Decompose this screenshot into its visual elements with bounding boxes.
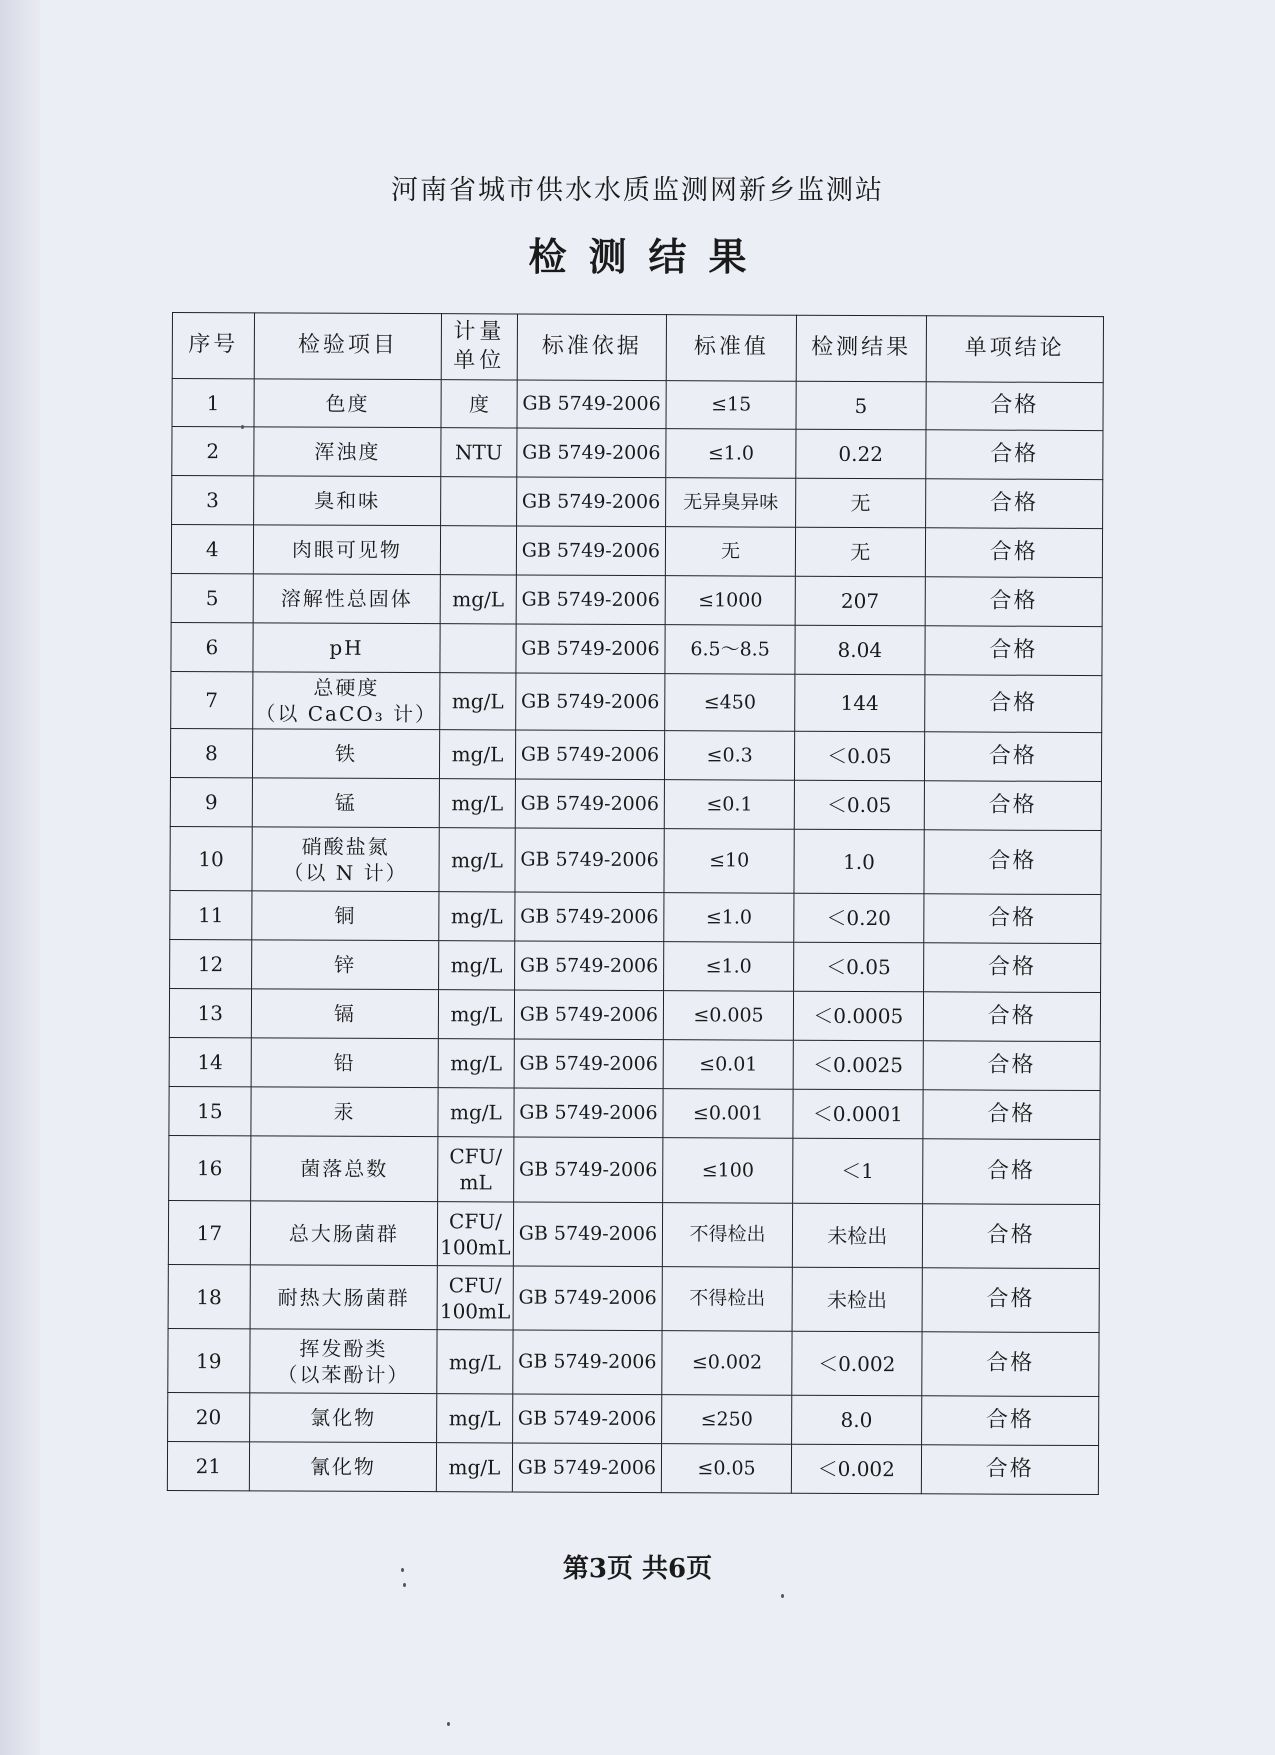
item-name: 耐热大肠菌群	[277, 1284, 410, 1310]
scan-speck	[447, 1722, 450, 1726]
cell-basis: GB 5749-2006	[515, 828, 665, 893]
item-name: 浑浊度	[314, 439, 381, 464]
item-name: 氯化物	[310, 1405, 377, 1430]
cell-unit: mg/L	[439, 990, 515, 1039]
cell-standard: ≤250	[662, 1395, 792, 1445]
cell-item	[251, 989, 439, 1039]
cell-item	[253, 476, 441, 526]
cell-no: 10	[170, 826, 252, 890]
cell-basis: GB 5749-2006	[515, 673, 665, 731]
cell-unit	[438, 1137, 514, 1202]
item-name: pH	[329, 635, 364, 660]
table-row	[171, 525, 1102, 578]
cell-unit	[437, 1266, 513, 1330]
cell-no: 4	[171, 525, 253, 574]
cell-standard: ≤1.0	[664, 942, 794, 992]
cell-basis: GB 5749-2006	[512, 1443, 662, 1493]
unit-part: CFU/	[449, 1144, 503, 1169]
column-header-unit: 计量单位	[441, 314, 517, 380]
item-name: 铜	[334, 903, 357, 928]
table-row	[168, 1328, 1099, 1396]
cell-no: 21	[167, 1441, 249, 1490]
table-row	[169, 1135, 1100, 1204]
column-header-standard: 标准值	[666, 315, 796, 382]
cell-standard: ≤0.3	[665, 731, 795, 781]
table-row	[172, 476, 1103, 529]
scan-speck	[781, 1594, 784, 1598]
cell-item	[251, 1087, 439, 1137]
cell-unit: 度	[441, 380, 517, 428]
cell-basis: GB 5749-2006	[516, 477, 666, 527]
cell-conclusion: 合格	[922, 1268, 1100, 1333]
cell-result: 1.0	[794, 829, 924, 894]
table-row	[168, 1392, 1099, 1445]
cell-item	[254, 379, 442, 428]
cell-unit: mg/L	[440, 575, 516, 624]
cell-no: 13	[169, 988, 251, 1037]
table-row	[171, 622, 1102, 675]
item-name: 总大肠菌群	[288, 1221, 400, 1246]
column-header-no: 序号	[172, 313, 254, 379]
cell-basis: GB 5749-2006	[514, 941, 664, 991]
cell-no: 7	[171, 671, 253, 728]
cell-standard: 6.5～8.5	[665, 625, 795, 675]
cell-conclusion: 合格	[922, 1139, 1100, 1205]
item-name: 铁	[335, 741, 358, 766]
cell-no: 3	[172, 476, 254, 525]
cell-result: 未检出	[792, 1267, 922, 1332]
cell-conclusion: 合格	[923, 992, 1101, 1042]
column-header-basis: 标准依据	[517, 314, 667, 381]
cell-result: ＜0.05	[793, 942, 923, 992]
cell-item	[249, 1393, 437, 1443]
unit-part: mL	[459, 1170, 492, 1195]
cell-basis: GB 5749-2006	[516, 428, 666, 478]
cell-standard: 不得检出	[662, 1267, 792, 1332]
scan-speck	[403, 1583, 406, 1587]
cell-unit: mg/L	[437, 1394, 513, 1443]
cell-standard: ≤1000	[665, 576, 795, 626]
scan-speck	[241, 425, 244, 429]
cell-conclusion: 合格	[921, 1332, 1099, 1397]
cell-no: 15	[169, 1086, 251, 1135]
cell-no: 5	[171, 573, 253, 622]
table-row	[170, 826, 1101, 894]
cell-result: ＜0.002	[791, 1444, 921, 1494]
cell-basis: GB 5749-2006	[513, 1266, 663, 1331]
cell-no: 18	[168, 1264, 250, 1328]
cell-no: 8	[170, 728, 252, 777]
stamp-edge-mark	[1239, 790, 1275, 970]
item-name: 硝酸盐氮	[301, 834, 390, 859]
cell-result: 144	[795, 674, 925, 732]
cell-conclusion: 合格	[924, 675, 1102, 733]
item-name: 氰化物	[309, 1454, 376, 1479]
cell-standard: ≤450	[665, 674, 795, 732]
cell-result: 无	[795, 527, 925, 577]
cell-basis: GB 5749-2006	[514, 1039, 664, 1089]
cell-no: 17	[168, 1200, 250, 1264]
table-row	[170, 939, 1101, 992]
cell-standard: ≤100	[663, 1138, 793, 1204]
cell-standard: ≤0.001	[663, 1089, 793, 1139]
table-row	[172, 427, 1103, 480]
cell-no: 2	[172, 427, 254, 476]
table-row	[167, 1441, 1098, 1494]
cell-basis: GB 5749-2006	[515, 779, 665, 829]
column-header-result: 检测结果	[796, 315, 926, 382]
cell-unit: NTU	[441, 428, 517, 477]
cell-standard: ≤10	[664, 829, 794, 894]
cell-conclusion: 合格	[925, 528, 1103, 578]
table-row	[172, 379, 1103, 431]
cell-unit	[440, 624, 516, 673]
cell-result: 8.0	[792, 1395, 922, 1445]
cell-unit	[438, 1202, 514, 1266]
cell-result: 8.04	[795, 625, 925, 675]
item-note: （以 N 计）	[283, 859, 408, 885]
cell-item	[250, 1136, 438, 1202]
cell-standard: ≤0.002	[662, 1331, 792, 1396]
cell-standard: ≤0.01	[663, 1040, 793, 1090]
cell-result: 5	[796, 381, 926, 430]
unit-part: 100mL	[440, 1234, 511, 1259]
cell-basis: GB 5749-2006	[513, 1202, 663, 1267]
cell-basis: GB 5749-2006	[512, 1330, 662, 1395]
item-note: （以苯酚计）	[277, 1361, 410, 1387]
cell-result: ＜0.20	[794, 893, 924, 943]
table-row	[168, 1264, 1099, 1332]
scan-speck	[401, 1568, 404, 1572]
cell-no: 19	[168, 1328, 250, 1392]
cell-standard: 无	[666, 527, 796, 577]
item-name: 锰	[334, 790, 357, 815]
cell-item	[249, 1442, 437, 1492]
results-table-body	[167, 379, 1103, 1495]
cell-item	[252, 729, 440, 779]
cell-conclusion: 合格	[923, 894, 1101, 944]
cell-unit: mg/L	[438, 1039, 514, 1088]
cell-conclusion: 合格	[923, 1041, 1101, 1091]
item-name: 菌落总数	[300, 1156, 389, 1181]
cell-unit: mg/L	[439, 779, 515, 828]
table-row	[171, 671, 1102, 732]
table-row	[169, 1086, 1100, 1139]
cell-no: 9	[170, 777, 252, 826]
cell-result: ＜0.0005	[793, 991, 923, 1041]
cell-standard: ≤1.0	[666, 429, 796, 479]
cell-item	[251, 1038, 439, 1088]
cell-conclusion: 合格	[926, 382, 1104, 431]
column-header-conclusion: 单项结论	[926, 316, 1104, 383]
cell-standard: ≤1.0	[664, 893, 794, 943]
cell-item	[250, 1265, 438, 1330]
cell-unit: mg/L	[440, 730, 516, 779]
cell-conclusion: 合格	[925, 577, 1103, 627]
cell-item	[252, 891, 440, 941]
cell-result: ＜0.05	[794, 780, 924, 830]
cell-no: 11	[170, 890, 252, 939]
cell-basis: GB 5749-2006	[514, 892, 664, 942]
cell-basis: GB 5749-2006	[513, 1137, 663, 1203]
cell-no: 6	[171, 622, 253, 671]
table-row	[168, 1200, 1099, 1268]
cell-unit: mg/L	[439, 941, 515, 990]
cell-unit: mg/L	[437, 1443, 513, 1492]
cell-item	[253, 525, 441, 575]
cell-conclusion: 合格	[924, 781, 1102, 831]
cell-conclusion: 合格	[923, 943, 1101, 993]
cell-result: 0.22	[796, 429, 926, 479]
cell-conclusion: 合格	[923, 1090, 1101, 1140]
cell-basis: GB 5749-2006	[516, 575, 666, 625]
cell-result: ＜0.05	[794, 731, 924, 781]
page-indicator: 第3页 共6页	[562, 1554, 713, 1584]
cell-result: ＜0.0001	[793, 1089, 923, 1139]
table-header-row	[172, 313, 1103, 383]
cell-item	[252, 672, 440, 730]
cell-standard: ≤0.005	[664, 991, 794, 1041]
cell-unit: mg/L	[440, 673, 516, 730]
unit-part: 100mL	[439, 1298, 511, 1323]
table-row	[170, 728, 1101, 781]
cell-standard: 不得检出	[663, 1203, 793, 1268]
cell-standard: 无异臭异味	[666, 478, 796, 528]
item-name: 溶解性总固体	[280, 586, 413, 612]
cell-basis: GB 5749-2006	[512, 1394, 662, 1444]
cell-standard: ≤15	[666, 381, 796, 430]
cell-item	[252, 778, 440, 828]
cell-basis: GB 5749-2006	[514, 1088, 664, 1138]
unit-part: CFU/	[449, 1208, 502, 1233]
cell-conclusion: 合格	[922, 1204, 1100, 1269]
table-row	[171, 573, 1102, 626]
item-name: 总硬度	[313, 675, 380, 700]
cell-item	[253, 574, 441, 624]
cell-unit	[441, 477, 517, 526]
cell-conclusion: 合格	[925, 430, 1103, 480]
cell-standard: ≤0.1	[664, 780, 794, 830]
cell-no: 12	[170, 939, 252, 988]
cell-result: ＜1	[793, 1138, 923, 1204]
cell-conclusion: 合格	[925, 626, 1103, 676]
cell-no: 20	[168, 1392, 250, 1441]
table-row	[170, 890, 1101, 943]
cell-unit: mg/L	[438, 1088, 514, 1137]
cell-item	[250, 1201, 438, 1266]
cell-basis: GB 5749-2006	[516, 624, 666, 674]
item-name: 肉眼可见物	[291, 537, 403, 563]
table-row	[170, 777, 1101, 830]
cell-conclusion: 合格	[925, 479, 1103, 529]
cell-conclusion: 合格	[924, 732, 1102, 782]
item-name: 锌	[334, 952, 357, 977]
cell-item	[254, 427, 442, 477]
organization-heading: 河南省城市供水水质监测网新乡监测站	[391, 175, 884, 206]
cell-standard: ≤0.05	[662, 1444, 792, 1494]
item-name: 铅	[333, 1050, 356, 1075]
cell-result: 未检出	[792, 1203, 922, 1268]
table-row	[169, 1037, 1100, 1090]
item-name: 臭和味	[314, 488, 381, 513]
results-table	[167, 312, 1104, 1495]
column-header-item: 检验项目	[254, 313, 442, 380]
item-name: 挥发酚类	[299, 1336, 388, 1361]
cell-result: 无	[796, 478, 926, 528]
cell-item	[250, 1329, 438, 1394]
item-name: 色度	[325, 391, 370, 416]
cell-result: 207	[795, 576, 925, 626]
unit-part: CFU/	[448, 1272, 502, 1297]
table-row	[169, 988, 1100, 1041]
cell-basis: GB 5749-2006	[515, 730, 665, 780]
item-note: （以 CaCO₃ 计）	[255, 701, 438, 727]
cell-result: ＜0.002	[792, 1331, 922, 1396]
cell-conclusion: 合格	[921, 1396, 1099, 1446]
cell-unit: mg/L	[439, 828, 515, 892]
cell-result: ＜0.0025	[793, 1040, 923, 1090]
item-name: 汞	[333, 1099, 356, 1124]
cell-no: 16	[169, 1135, 251, 1200]
document-title: 检测结果	[528, 234, 769, 279]
item-name: 镉	[333, 1001, 356, 1026]
cell-conclusion: 合格	[924, 830, 1102, 895]
cell-basis: GB 5749-2006	[514, 990, 664, 1040]
cell-no: 1	[172, 379, 254, 427]
cell-conclusion: 合格	[921, 1445, 1099, 1495]
cell-basis: GB 5749-2006	[517, 380, 667, 429]
cell-no: 14	[169, 1037, 251, 1086]
cell-unit	[441, 526, 517, 575]
cell-unit: mg/L	[437, 1330, 513, 1394]
cell-item	[252, 827, 440, 892]
cell-item	[251, 940, 439, 990]
cell-item	[253, 623, 441, 673]
cell-basis: GB 5749-2006	[516, 526, 666, 576]
cell-unit: mg/L	[439, 892, 515, 941]
